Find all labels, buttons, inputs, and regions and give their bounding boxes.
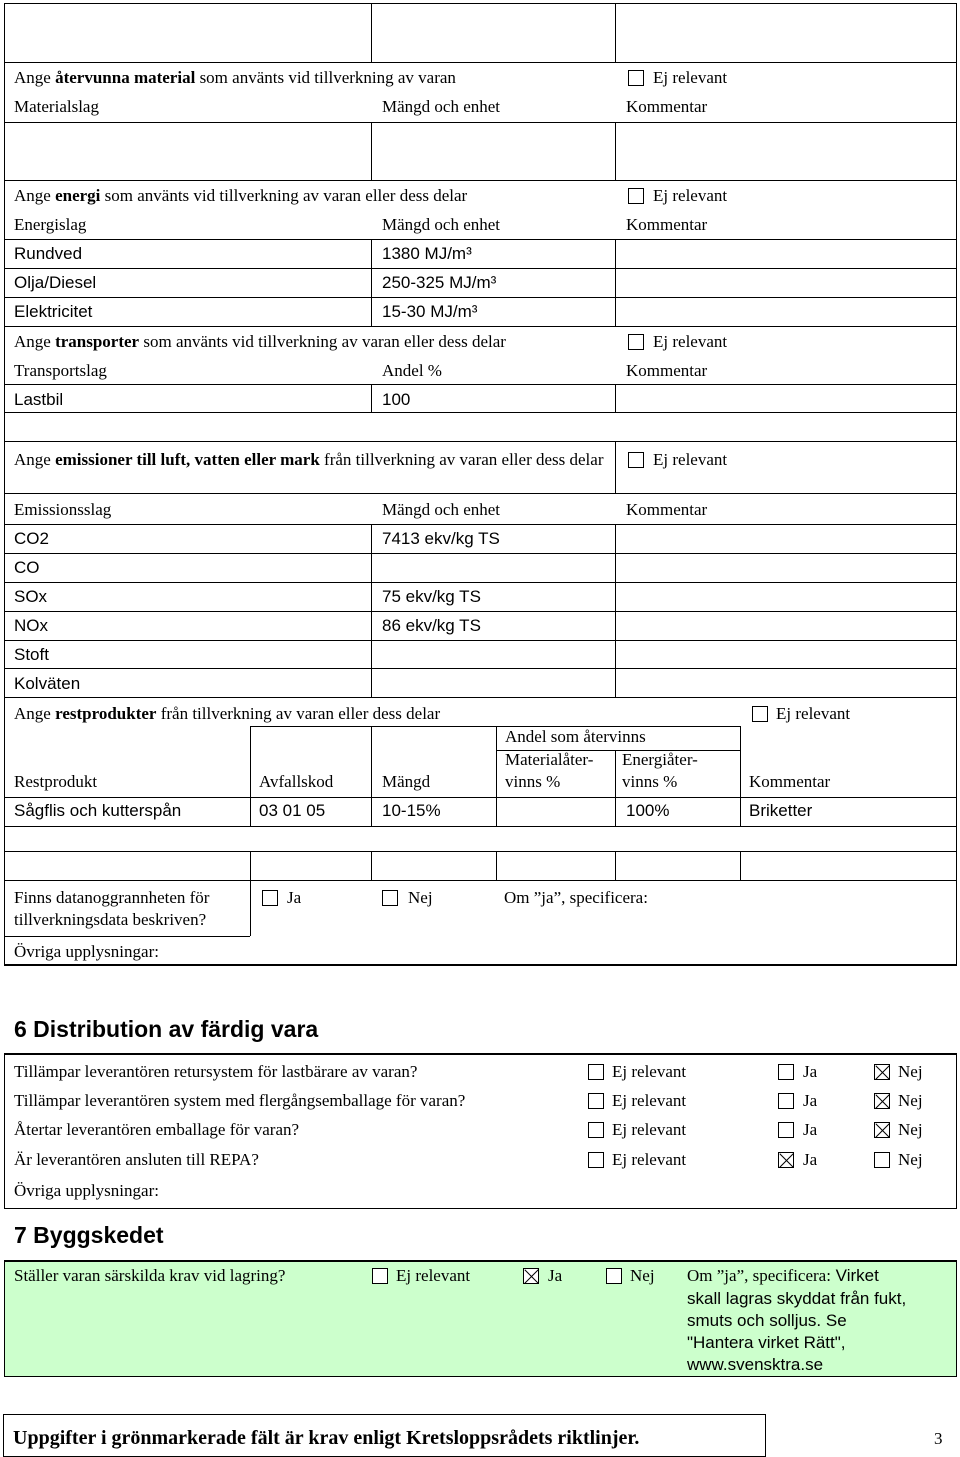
section6-ej-checkbox[interactable] [588,1122,604,1138]
section6-ja-checkbox[interactable] [778,1064,794,1080]
residue-col-product: Restprodukt [14,772,98,791]
energy-row-amount[interactable]: 1380 MJ/m³ [382,244,472,263]
section6-ej-checkbox[interactable] [588,1152,604,1168]
emissions-col-comment: Kommentar [626,500,708,519]
residue-andel-header: Andel som återvinns [505,727,646,746]
residue-col-code: Avfallskod [259,772,334,791]
emissions-row-amount[interactable]: 7413 ekv/kg TS [382,529,500,548]
section7-answer-line4: "Hantera virket Rätt", [687,1333,846,1352]
material-ej-relevant-label: Ej relevant [653,68,728,87]
emissions-row-type[interactable]: Kolväten [14,674,81,693]
section6-ja-checkbox[interactable] [778,1093,794,1109]
energy-col-comment: Kommentar [626,215,708,234]
residue-row-energy[interactable]: 100% [626,801,670,820]
section7-ja-checkbox-checked[interactable] [523,1268,539,1284]
residue-col-material-line2: vinns % [505,772,561,791]
energy-ej-relevant-checkbox[interactable] [628,188,644,204]
material-heading: Ange återvunna material som använts vid tillverkning av varan [14,68,456,87]
section6-ej-checkbox[interactable] [588,1064,604,1080]
accuracy-specify-label: Om ”ja”, specificera: [504,888,648,907]
accuracy-nej-label: Nej [408,888,433,907]
section6-nej-label: Nej [898,1062,923,1081]
residue-col-energy-line2: vinns % [622,772,678,791]
transport-col-amount: Andel % [382,361,442,380]
residue-heading: Ange restprodukter från tillverkning av varan eller dess delar [14,704,441,723]
accuracy-question-line1: Finns datanoggrannheten för [14,888,210,907]
residue-row-product[interactable]: Sågflis och kutterspån [14,801,182,820]
section6-ej-checkbox[interactable] [588,1093,604,1109]
emissions-col-type: Emissionsslag [14,500,112,519]
section6-ej-label: Ej relevant [612,1150,687,1169]
section7-answer-line5: www.svensktra.se [687,1355,824,1374]
emissions-ej-relevant-checkbox[interactable] [628,452,644,468]
transport-col-comment: Kommentar [626,361,708,380]
material-col-type: Materialslag [14,97,99,116]
residue-col-amount: Mängd [382,772,431,791]
section7-nej-label: Nej [630,1266,655,1285]
section6-ja-label: Ja [803,1120,818,1139]
section6-ja-checkbox-checked[interactable] [778,1152,794,1168]
residue-row-code[interactable]: 03 01 05 [259,801,326,820]
section7-specify-label: Om ”ja”, specificera: [687,1266,831,1285]
section7-answer-line2: skall lagras skyddat från fukt, [687,1289,907,1308]
residue-ej-relevant-label: Ej relevant [776,704,851,723]
residue-row-comment[interactable]: Briketter [749,801,813,820]
energy-row-type[interactable]: Rundved [14,244,83,263]
material-col-amount: Mängd och enhet [382,97,501,116]
section6-nej-label: Nej [898,1091,923,1110]
residue-col-material-line1: Materialåter- [505,750,594,769]
emissions-row-type[interactable]: SOx [14,587,48,606]
emissions-row-type[interactable]: CO2 [14,529,49,548]
page-number: 3 [934,1429,943,1448]
residue-col-energy-line1: Energiåter- [622,750,698,769]
emissions-row-type[interactable]: CO [14,558,40,577]
residue-row-amount[interactable]: 10-15% [382,801,441,820]
section7-answer-line3: smuts och solljus. Se [687,1311,847,1330]
accuracy-other-label: Övriga upplysningar: [14,942,159,961]
section6-ja-label: Ja [803,1150,818,1169]
emissions-col-amount: Mängd och enhet [382,500,501,519]
section6-ej-label: Ej relevant [612,1091,687,1110]
footer-notice: Uppgifter i grönmarkerade fält är krav enligt Kretsloppsrådets riktlinjer. [13,1427,640,1449]
energy-col-type: Energislag [14,215,87,234]
transport-col-type: Transportslag [14,361,107,380]
residue-ej-relevant-checkbox[interactable] [752,706,768,722]
emissions-row-amount[interactable]: 75 ekv/kg TS [382,587,481,606]
material-ej-relevant-checkbox[interactable] [628,70,644,86]
emissions-row-type[interactable]: NOx [14,616,48,635]
emissions-row-type[interactable]: Stoft [14,645,49,664]
section7-ej-checkbox[interactable] [372,1268,388,1284]
section7-title: 7 Byggskedet [14,1222,164,1248]
section6-ja-checkbox[interactable] [778,1122,794,1138]
section7-question: Ställer varan särskilda krav vid lagring? [14,1266,286,1285]
material-col-comment: Kommentar [626,97,708,116]
transport-row-type[interactable]: Lastbil [14,390,64,409]
accuracy-ja-checkbox[interactable] [262,890,278,906]
emissions-heading: Ange emissioner till luft, vatten eller mark från tillverkning av varan eller dess delar [14,450,604,469]
section7-ej-label: Ej relevant [396,1266,471,1285]
section6-question: Återtar leverantören emballage för varan? [14,1120,300,1139]
section6-ja-label: Ja [803,1062,818,1081]
energy-ej-relevant-label: Ej relevant [653,186,728,205]
section6-question: Tillämpar leverantören system med flergångsemballage för varan? [14,1091,466,1110]
accuracy-ja-label: Ja [287,888,302,907]
section6-nej-checkbox-checked[interactable] [874,1064,890,1080]
transport-heading: Ange transporter som använts vid tillverkning av varan eller dess delar [14,332,506,351]
section6-nej-checkbox-checked[interactable] [874,1093,890,1109]
section6-question: Tillämpar leverantören retursystem för lastbärare av varan? [14,1062,418,1081]
accuracy-question-line2: tillverkningsdata beskriven? [14,910,207,929]
emissions-row-amount[interactable]: 86 ekv/kg TS [382,616,481,635]
section6-nej-checkbox[interactable] [874,1152,890,1168]
section7-specify[interactable] [687,1266,879,1286]
transport-ej-relevant-label: Ej relevant [653,332,728,351]
accuracy-nej-checkbox[interactable] [382,890,398,906]
transport-row-amount[interactable]: 100 [382,390,411,409]
energy-row-type[interactable]: Olja/Diesel [14,273,97,292]
energy-heading: Ange energi som använts vid tillverkning av varan eller dess delar [14,186,468,205]
section6-ja-label: Ja [803,1091,818,1110]
section6-nej-label: Nej [898,1120,923,1139]
section6-nej-checkbox-checked[interactable] [874,1122,890,1138]
section6-title: 6 Distribution av färdig vara [14,1016,319,1042]
section6-question: Är leverantören ansluten till REPA? [14,1150,259,1169]
energy-col-amount: Mängd och enhet [382,215,501,234]
energy-row-type[interactable]: Elektricitet [14,302,93,321]
section7-nej-checkbox[interactable] [606,1268,622,1284]
section6-other-label: Övriga upplysningar: [14,1181,159,1200]
residue-col-comment: Kommentar [749,772,831,791]
section6-ej-label: Ej relevant [612,1120,687,1139]
section6-ej-label: Ej relevant [612,1062,687,1081]
energy-row-amount[interactable]: 250-325 MJ/m³ [382,273,497,292]
section7-answer-line1: Virket [830,1266,879,1285]
section6-nej-label: Nej [898,1150,923,1169]
emissions-ej-relevant-label: Ej relevant [653,450,728,469]
section7-ja-label: Ja [548,1266,563,1285]
energy-row-amount[interactable]: 15-30 MJ/m³ [382,302,478,321]
transport-ej-relevant-checkbox[interactable] [628,334,644,350]
